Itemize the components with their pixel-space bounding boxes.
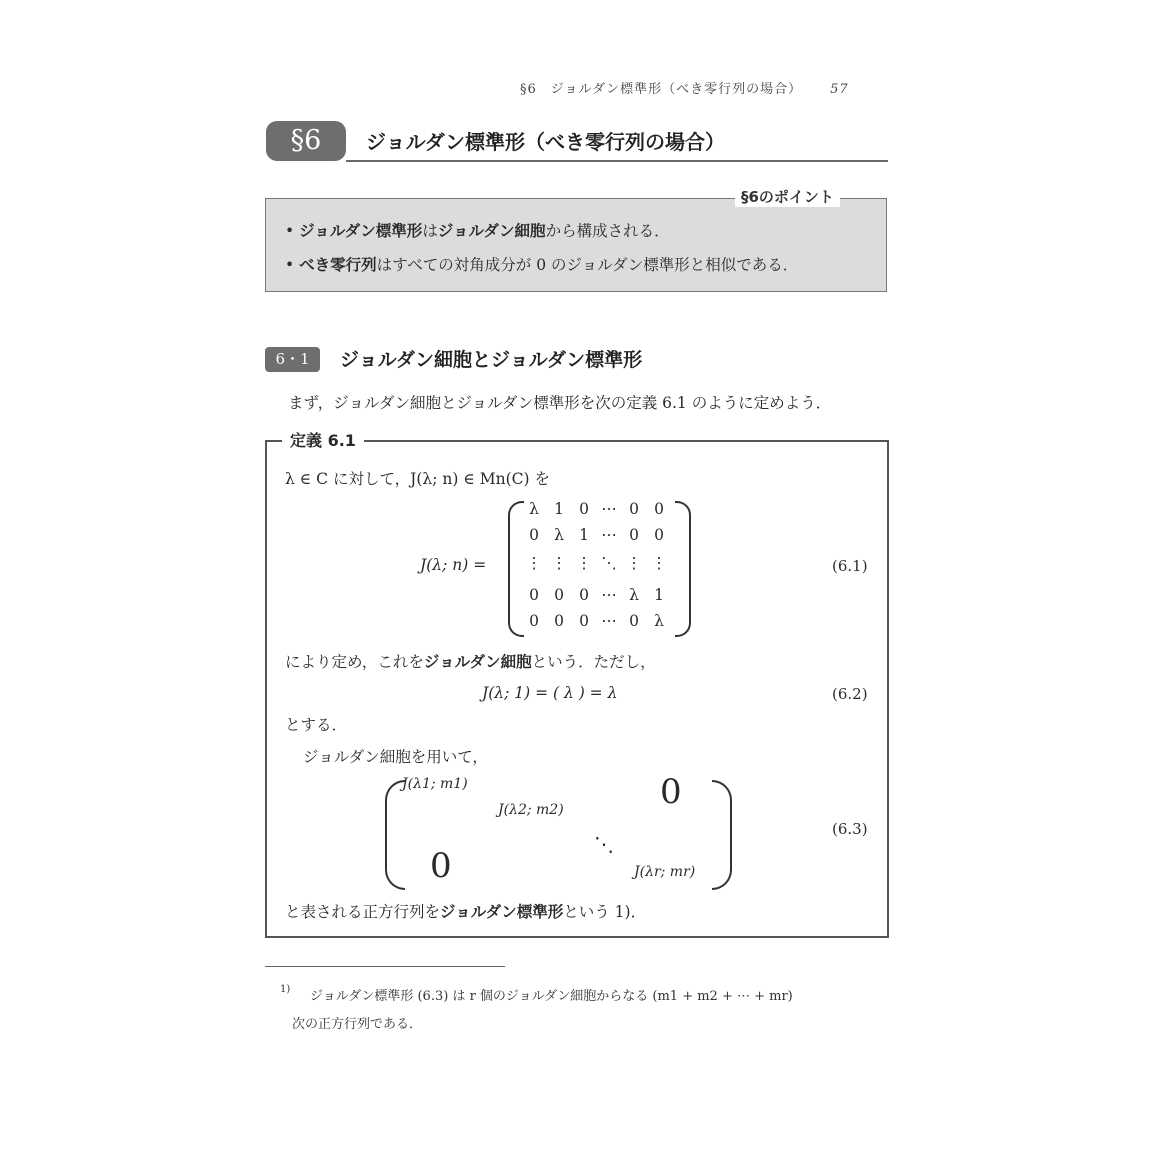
definition-line: とする． bbox=[285, 716, 348, 734]
matrix-cell: λ bbox=[654, 612, 664, 630]
running-head-title: §6 ジョルダン標準形（べき零行列の場合） bbox=[520, 82, 803, 97]
zero-block: 0 bbox=[430, 846, 452, 886]
matrix-cell: ⋮ bbox=[576, 554, 592, 572]
point-bold: ジョルダン細胞 bbox=[437, 222, 546, 240]
matrix-cell: λ bbox=[554, 526, 564, 544]
point-bold: ジョルダン標準形 bbox=[299, 222, 423, 240]
point-item bbox=[285, 253, 798, 275]
block-1: J(λ1; m1) bbox=[402, 776, 468, 792]
equation-number: (6.2) bbox=[832, 685, 868, 703]
bullet-icon: • bbox=[285, 222, 300, 240]
left-paren bbox=[385, 780, 405, 890]
matrix-cell: 0 bbox=[579, 586, 589, 604]
term-bold: ジョルダン標準形 bbox=[440, 903, 564, 921]
text: により定め，これを bbox=[285, 653, 424, 671]
matrix-cell: 0 bbox=[654, 500, 664, 518]
equation-number: (6.1) bbox=[832, 557, 868, 575]
section-title: ジョルダン標準形（べき零行列の場合） bbox=[366, 130, 725, 154]
matrix-cell: 0 bbox=[554, 612, 564, 630]
definition-line bbox=[285, 900, 646, 922]
bullet-icon: • bbox=[285, 256, 300, 274]
matrix-cell: λ bbox=[629, 586, 639, 604]
equation-number: (6.3) bbox=[832, 820, 868, 838]
matrix-cell: ⋮ bbox=[651, 554, 667, 572]
matrix-cell: ⋮ bbox=[626, 554, 642, 572]
point-text: から構成される． bbox=[545, 222, 670, 240]
term-bold: ジョルダン細胞 bbox=[423, 653, 532, 671]
footnote-line: ジョルダン標準形 (6.3) は r 個のジョルダン細胞からなる (m1 + m2 + ⋯ + mr) bbox=[310, 989, 793, 1004]
right-paren bbox=[712, 780, 732, 890]
matrix-cell: ⋯ bbox=[601, 500, 617, 518]
matrix-grid bbox=[520, 498, 675, 636]
matrix-cell: 1 bbox=[554, 500, 564, 518]
section-rule bbox=[346, 160, 888, 162]
point-text: は bbox=[422, 222, 438, 240]
definition-line bbox=[285, 650, 656, 672]
matrix-cell: 1 bbox=[579, 526, 589, 544]
definition-line: λ ∈ C に対して，J(λ; n) ∈ Mn(C) を bbox=[285, 470, 550, 488]
definition-label: 定義 6.1 bbox=[282, 428, 364, 451]
text: と表される正方行列を bbox=[285, 903, 441, 921]
matrix-cell: 0 bbox=[629, 500, 639, 518]
points-label: §6のポイント bbox=[735, 186, 840, 207]
footnote-rule bbox=[265, 966, 505, 967]
matrix-cell: ⋱ bbox=[601, 554, 617, 572]
matrix-cell: 0 bbox=[529, 586, 539, 604]
page-number: 57 bbox=[830, 82, 849, 97]
equation-lhs: J(λ; n) = bbox=[420, 556, 487, 574]
definition-line: ジョルダン細胞を用いて， bbox=[303, 748, 488, 766]
subsection-badge: 6・1 bbox=[265, 347, 320, 372]
block-r: J(λr; mr) bbox=[634, 864, 696, 880]
point-bold: べき零行列 bbox=[299, 256, 377, 274]
matrix-cell: ⋯ bbox=[601, 612, 617, 630]
matrix-cell: ⋮ bbox=[551, 554, 567, 572]
section-badge: §6 bbox=[266, 121, 346, 161]
matrix-cell: 0 bbox=[529, 612, 539, 630]
equation-6-2: J(λ; 1) = ( λ ) = λ bbox=[482, 684, 618, 702]
matrix-cell: ⋯ bbox=[601, 586, 617, 604]
diagonal-dots: ⋱ bbox=[594, 832, 614, 856]
matrix-cell: 0 bbox=[579, 500, 589, 518]
text: という．ただし， bbox=[531, 653, 656, 671]
running-head bbox=[520, 78, 849, 97]
block-2: J(λ2; m2) bbox=[498, 802, 564, 818]
matrix-cell: λ bbox=[529, 500, 539, 518]
points-box bbox=[265, 198, 887, 292]
matrix-cell: 0 bbox=[554, 586, 564, 604]
footnote-line: 次の正方行列である． bbox=[292, 1017, 423, 1032]
subsection-title: ジョルダン細胞とジョルダン標準形 bbox=[340, 349, 643, 371]
matrix-cell: ⋮ bbox=[526, 554, 542, 572]
footnote-mark: 1) bbox=[280, 984, 291, 995]
matrix-cell: 0 bbox=[579, 612, 589, 630]
text: という 1)． bbox=[563, 903, 647, 921]
point-text: はすべての対角成分が 0 のジョルダン標準形と相似である． bbox=[376, 256, 799, 274]
right-paren bbox=[675, 501, 691, 637]
point-item bbox=[285, 219, 670, 241]
matrix-cell: ⋯ bbox=[601, 526, 617, 544]
matrix-cell: 0 bbox=[529, 526, 539, 544]
matrix-cell: 0 bbox=[654, 526, 664, 544]
matrix-cell: 1 bbox=[654, 586, 664, 604]
matrix-cell: 0 bbox=[629, 612, 639, 630]
zero-block: 0 bbox=[660, 772, 682, 812]
intro-paragraph: まず，ジョルダン細胞とジョルダン標準形を次の定義 6.1 のように定めよう． bbox=[288, 394, 832, 412]
matrix-cell: 0 bbox=[629, 526, 639, 544]
